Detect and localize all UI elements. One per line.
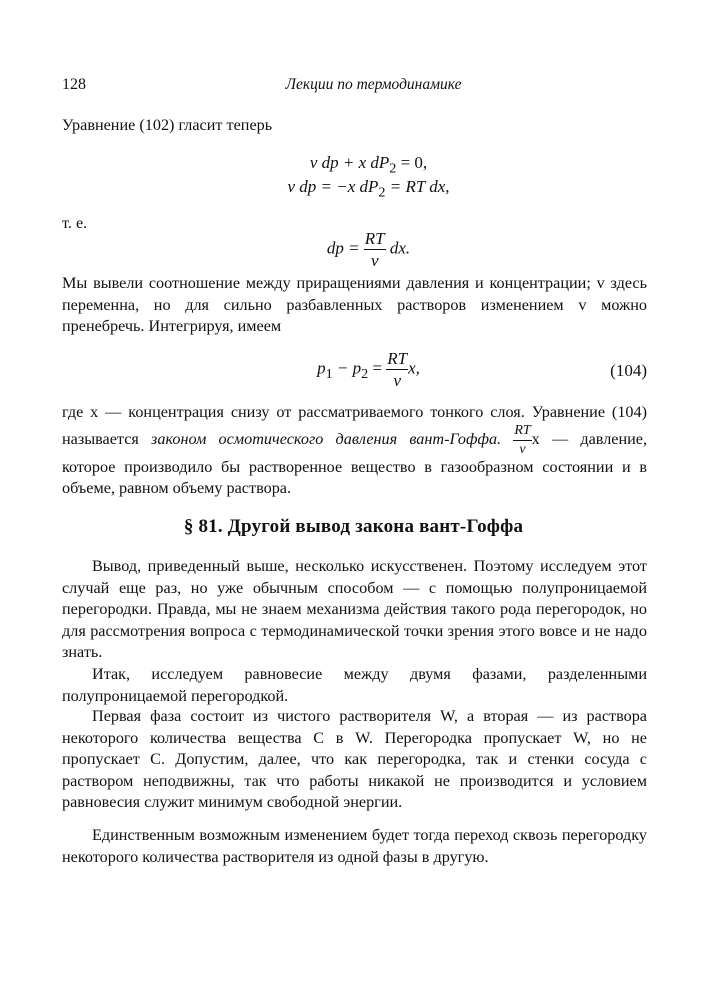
equation-2: v dp = −x $dP_2$ = RT dx, (287, 177, 450, 201)
equation-number: (104) (610, 361, 647, 380)
body-paragraph-4: Единственным возможным изменением будет тогда переход сквозь перегородку некоторого количества растворителя из одной фазы в другую. (62, 826, 647, 866)
paragraph-2: где x — концентрация снизу от рассматриваемого тонкого слоя. Уравнение (104) называется законом осмотического давления вант-Гоффа. $\frac{RT}{v}$ x — давление, которое производило бы растворенное вещество в газообразном состоянии и в объеме, равном объему раствора. (62, 403, 648, 497)
section-heading: § 81. Другой вывод закона вант-Гоффа (183, 516, 524, 537)
body-paragraph-1: Вывод, приведенный выше, несколько искусственен. Поэтому исследуем этот случай еще раз, но уже обычным способом — с помощью полупроницаемой перегородки. Правда, мы не знаем механизма действия такого рода перегородок, но для рассмотрения вопроса с термодинамической точки зрения этого вовсе и не надо знать. (62, 557, 647, 661)
body-paragraph-2: Итак, исследуем равновесие между двумя фазами, разделенными полупроницаемой перегородкой. (62, 665, 647, 705)
equation-3: dp = $\frac{RT}{v}$ dx. (326, 229, 411, 270)
equation-104: $p_1 - p_2$ = $\frac{RT}{v}$ x, (317, 349, 420, 390)
running-title: Лекции по термодинамике (285, 76, 462, 93)
page-number: 128 (62, 76, 86, 93)
paragraph-1: Мы вывели соотношение между приращениями давления и концентрации; v здесь переменна, но для сильно разбавленных растворов изменением v можно пренебречь. Интегрируя, имеем (62, 274, 647, 335)
inline-fraction: $\frac{RT}{v}$ (514, 422, 531, 457)
te-text: т. е. (62, 214, 88, 232)
intro-text: Уравнение (102) гласит теперь (62, 116, 273, 134)
body-paragraph-3: Первая фаза состоит из чистого растворителя W, а вторая — из раствора некоторого количества вещества C в W. Перегородка пропускает W, но не пропускает C. Допустим, далее, что как перегородка, так и стенки сосуда с раствором неподвижны, так что работы никакой не производится и условием равновесия служит минимум свободной энергии. (62, 707, 647, 811)
law-name: законом осмотического давления вант-Гоффа. (151, 429, 502, 448)
equation-1: v dp + x $dP_2 = 0$, (309, 153, 428, 177)
